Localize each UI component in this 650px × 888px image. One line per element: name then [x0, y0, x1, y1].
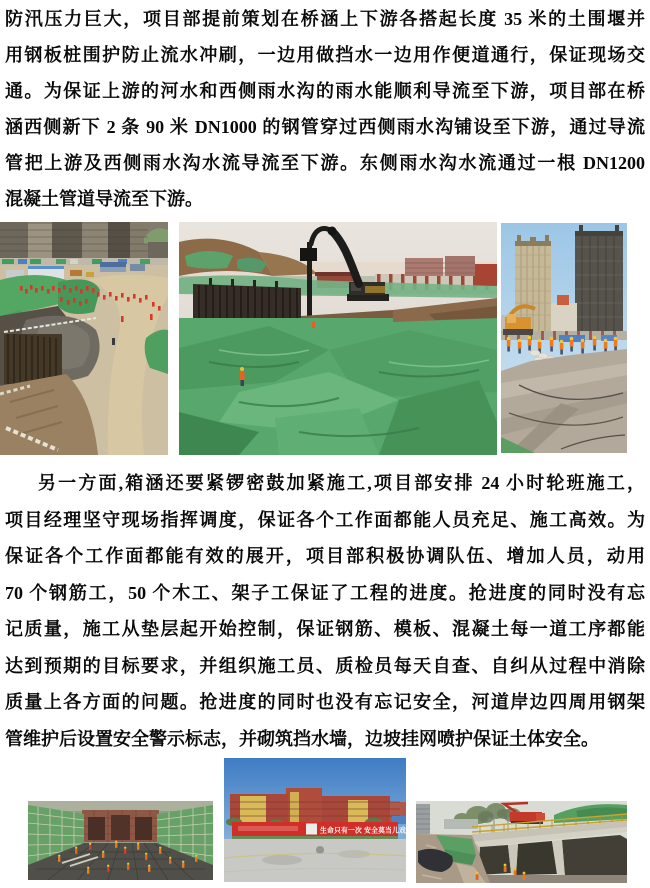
text-line: 质量上各方面的问题。抢进度的同时也没有忘记安全，河道岸边四周用钢架	[5, 692, 645, 712]
text-line: 管维护后设置安全警示标志，并砌筑挡水墙，边坡挂网喷护保证土体安全。	[5, 728, 599, 749]
text-line: 保证各个工作面都能有效的展开，项目部积极协调队伍、增加人员，动用	[5, 546, 645, 566]
text-line: 项目经理坚守现场指挥调度，保证各个工作面都能人员充足、施工高效。为	[5, 509, 645, 530]
safety-banner	[232, 822, 406, 836]
photo-cofferdam-aerial	[0, 222, 168, 455]
photo-culvert-rebar-floor	[28, 801, 213, 880]
text-line: 记质量，施工从垫层起开始控制，保证钢筋、模板、混凝土每一道工序都能	[5, 619, 645, 639]
photo-site-entrance-banner	[224, 758, 406, 882]
paragraph-construction-progress	[5, 465, 645, 757]
text-line: 混凝土管道导流至下游。	[5, 189, 203, 209]
paragraph-flood-control	[5, 1, 645, 217]
text-line: 防汛压力巨大，项目部提前策划在桥涵上下游各搭起长度 35 米的土围堰并	[5, 9, 645, 29]
text-line: 用钢板桩围护防止流水冲刷，一边用做挡水一边用作便道通行，保证现场交	[5, 45, 645, 65]
photo-box-culvert-bridge	[416, 801, 627, 883]
text-line: 达到预期的目标要求，并组织施工员、质检员每天自查、自纠从过程中消除	[5, 655, 645, 676]
text-line: 通。为保证上游的河水和西侧雨水沟的雨水能顺利导流至下游，项目部在桥	[5, 81, 645, 101]
text-line: 管把上游及西侧雨水沟水流导流至下游。东侧雨水沟水流通过一根 DN1200	[5, 153, 645, 173]
photo-sheet-pile-driving	[179, 222, 497, 455]
photo-slope-workers-towers	[501, 223, 627, 453]
text-line: 另一方面,箱涵还要紧锣密鼓加紧施工,项目部安排 24 小时轮班施工，	[38, 473, 645, 493]
text-line: 涵西侧新下 2 条 90 米 DN1000 的钢管穿过西侧雨水沟铺设至下游，通过导流	[5, 117, 645, 137]
text-line: 70 个钢筋工，50 个木工、架子工保证了工程的进度。抢进度的同时没有忘	[5, 582, 645, 603]
banner-slogan: 生命只有一次 安全莫当儿戏	[320, 827, 406, 835]
